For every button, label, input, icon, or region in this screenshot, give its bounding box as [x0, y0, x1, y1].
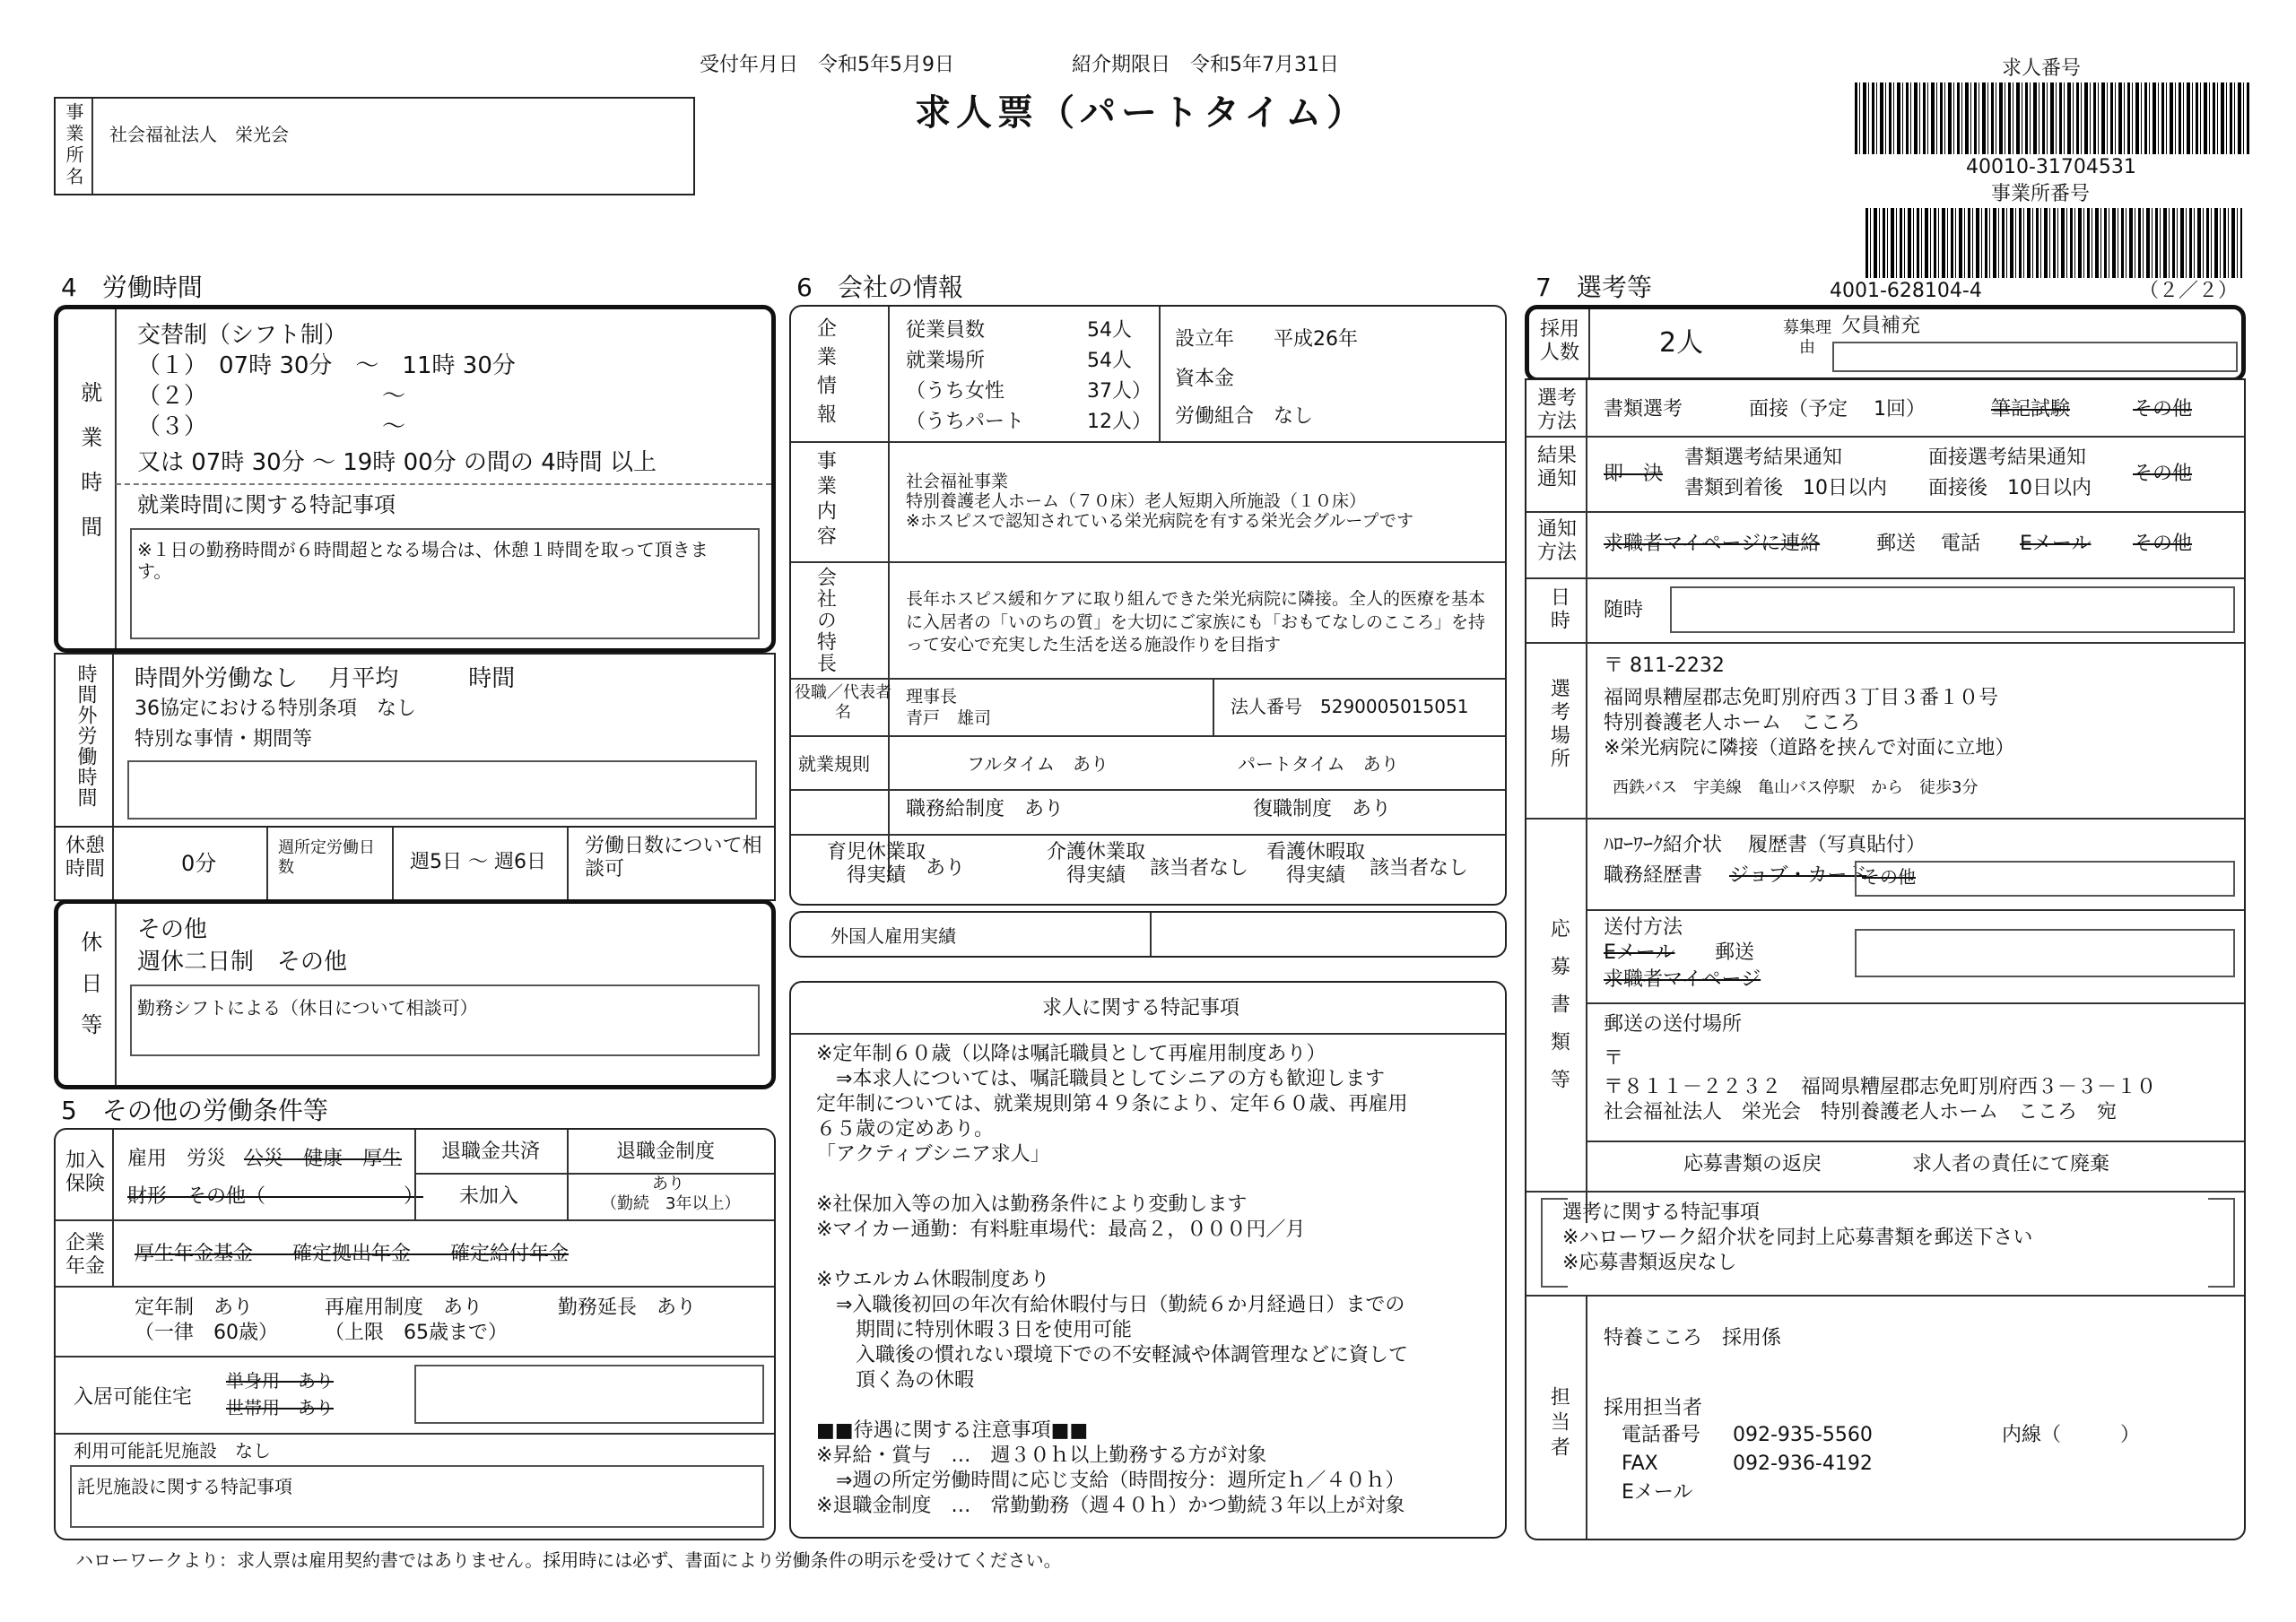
overtime-frame — [127, 760, 757, 820]
notify-email: Eメール — [2020, 533, 2092, 555]
insurance-row1-active: 雇用 労災 — [127, 1148, 227, 1170]
work-hours-note-title: 就業時間に関する特記事項 — [137, 492, 396, 517]
site-employees-value: 54人 — [1087, 350, 1132, 372]
corporate-number: 法人番号 5290005015051 — [1231, 696, 1469, 717]
section7-title: 7 選考等 — [1535, 273, 1652, 302]
work-hours-box — [54, 305, 776, 653]
special-note-line: ⇒週の所定労働時間に応じ支給（時間按分：週所定ｈ／４０ｈ） — [816, 1470, 1405, 1492]
retire-mutual-value: 未加入 — [459, 1185, 519, 1208]
break-value: 0分 — [181, 851, 217, 876]
footer-note: ハローワークより：求人票は雇用契約書ではありません。採用時には必ず、書面により労働条件の明示を受けてください。 — [75, 1549, 1062, 1571]
part-label: （うちパート — [906, 411, 1025, 433]
extension-label: 内線（ ） — [2002, 1424, 2141, 1446]
shift-type: 交替制（シフト制） — [137, 322, 348, 349]
holiday-note: 勤務シフトによる（休日について相談可） — [137, 997, 478, 1019]
housing-family: 世帯用 あり — [226, 1397, 334, 1418]
overtime-3: 特別な事情・期間等 — [135, 728, 313, 750]
result-document: 書類選考結果通知 — [1684, 447, 1843, 469]
method-written: 筆記試験 — [1991, 398, 2071, 421]
feature-label: 会社の特長 — [813, 567, 837, 674]
carer-leave-label: 介護休業取得実績 — [1047, 841, 1146, 888]
special-note-line: ※定年制６０歳（以降は嘱託職員として再雇用制度あり） — [816, 1043, 1326, 1065]
women-value: 37人） — [1087, 380, 1152, 403]
result-immediate: 即 決 — [1604, 463, 1664, 485]
special-notes-box — [789, 981, 1507, 1539]
referral-deadline: 紹介期限日 令和5年7月31日 — [1072, 54, 1339, 76]
special-note-line: 頂く為の休暇 — [816, 1369, 975, 1392]
weekly-days-label: 週所定労働日数 — [278, 838, 375, 877]
company-info-box — [789, 305, 1507, 906]
holiday-1: その他 — [137, 916, 208, 943]
notify-phone: 電話 — [1941, 533, 1981, 555]
pension-label: 企業年金 — [65, 1232, 105, 1279]
office-name: 社会福祉法人 栄光会 — [109, 124, 289, 145]
reception-date: 受付年月日 令和5年5月9日 — [700, 54, 954, 76]
nursing-leave-label: 看護休暇取得実績 — [1266, 841, 1366, 888]
send-method-title: 送付方法 — [1604, 916, 1683, 939]
special-note-line: 定年制については、就業規則第４９条により、定年６０歳、再雇用 — [816, 1093, 1408, 1115]
foreign-hire-label: 外国人雇用実績 — [831, 925, 956, 947]
special-note-line: ⇒入職後初回の年次有給休暇付与日（勤続６か月経過日）までの — [816, 1294, 1405, 1316]
special-note-line: ※ウエルカム休暇制度あり — [816, 1269, 1050, 1291]
special-note-line: ６５歳の定めあり。 — [816, 1118, 995, 1141]
corp-info-label: 企業情報 — [813, 317, 837, 432]
contact-label: 担当者 — [1547, 1386, 1570, 1462]
tel-label: 電話番号 — [1622, 1424, 1701, 1446]
mail-destination-title: 郵送の送付場所 — [1604, 1013, 1743, 1036]
retire-system-value: あり — [652, 1175, 684, 1193]
mail-destination-address-1: 〒８１１－２２３２ 福岡県糟屋郡志免町別府西３－３－１０ — [1604, 1076, 2157, 1098]
office-number-barcode — [1866, 208, 2242, 278]
recruit-reason-frame — [1832, 342, 2238, 372]
selection-note-title: 選考に関する特記事項 — [1562, 1201, 1761, 1224]
send-frame — [1855, 929, 2235, 977]
reinstatement-system: 復職制度 あり — [1253, 798, 1392, 820]
place-access: 西鉄バス 宇美線 亀山バス停駅 から 徒歩3分 — [1613, 778, 1979, 797]
rules-parttime: パートタイム あり — [1238, 753, 1399, 775]
pension-value: 厚生年金基金 確定拠出年金 確定給付年金 — [135, 1243, 570, 1265]
special-note-line: 「アクティブシニア求人」 — [816, 1143, 1050, 1166]
employees-value: 54人 — [1087, 319, 1132, 342]
shift-2: （２） ～ — [137, 383, 406, 410]
labor-union: 労働組合 なし — [1175, 405, 1314, 428]
selection-place-label: 選考場所 — [1547, 678, 1570, 771]
business-1: 社会福祉事業 — [906, 472, 1009, 491]
childcare-leave-value: あり — [926, 857, 966, 880]
selection-note-bracket-right — [2208, 1198, 2235, 1288]
part-value: 12人） — [1087, 411, 1152, 433]
work-extension: 勤務延長 あり — [558, 1297, 697, 1319]
special-notes-title: 求人に関する特記事項 — [1042, 997, 1240, 1019]
representative-label: 役職／代表者名 — [795, 683, 891, 722]
housing-label: 入居可能住宅 — [74, 1386, 193, 1409]
tel-value: 092-935-5560 — [1733, 1424, 1873, 1446]
date-label: 日時 — [1547, 586, 1570, 633]
representative-title: 理事長 — [906, 687, 958, 707]
special-note-line — [816, 1243, 1498, 1268]
special-note-line — [816, 1167, 1498, 1193]
overtime-2: 36協定における特別条項 なし — [135, 698, 416, 720]
insurance-row1-struck: 公災 健康 厚生 — [244, 1148, 403, 1170]
docs-job-card: ジョブ・カード — [1729, 864, 1867, 887]
weekly-days-value: 週5日 ～ 週6日 — [410, 851, 546, 873]
business-2: 特別養護老人ホーム（７０床）老人短期入所施設（１０床） — [906, 491, 1367, 511]
holiday-note-frame — [130, 984, 760, 1056]
rules-label: 就業規則 — [798, 753, 870, 775]
hire-count-value: 2人 — [1659, 327, 1704, 359]
place-zip: 〒 811-2232 — [1604, 655, 1725, 677]
special-note-line — [816, 1393, 1498, 1418]
method-other: その他 — [2133, 398, 2193, 421]
retire-system-label: 退職金制度 — [616, 1141, 716, 1163]
weekly-days-note: 労働日数について相談可 — [585, 835, 762, 881]
rehire-system: 再雇用制度 あり — [325, 1297, 483, 1319]
housing-frame — [414, 1365, 764, 1424]
office-name-label: 事業所名 — [63, 102, 84, 188]
retire-system-years: （勤続 3年以上） — [601, 1194, 741, 1213]
special-note-line: 期間に特別休暇３日を使用可能 — [816, 1319, 1133, 1341]
fax-value: 092-936-4192 — [1733, 1453, 1873, 1475]
special-note-line: ⇒本求人については、嘱託職員としてシニアの方も歓迎します — [816, 1068, 1385, 1090]
mandatory-retirement: 定年制 あり — [135, 1297, 254, 1319]
job-number: 40010-31704531 — [1966, 156, 2136, 178]
docs-return-value: 求人者の責任にて廃棄 — [1912, 1153, 2110, 1175]
work-hours-label: 就業時間 — [76, 381, 102, 560]
mail-destination-address-2: 社会福祉法人 栄光会 特別養護老人ホーム こころ 宛 — [1604, 1101, 2118, 1123]
mail-destination-zip: 〒 — [1604, 1047, 1624, 1070]
application-docs-label: 応募書類等 — [1547, 918, 1570, 1106]
rules-fulltime: フルタイム あり — [967, 753, 1109, 775]
method-interview: 面接（予定 1回） — [1749, 398, 1926, 421]
notify-mail: 郵送 — [1876, 533, 1917, 555]
place-address-3: ※栄光病院に隣接（道路を挟んで対面に立地） — [1604, 737, 2015, 759]
page-number: （２／２） — [2139, 280, 2239, 302]
place-address-1: 福岡県糟屋郡志免町別府西３丁目３番１０号 — [1604, 687, 1999, 709]
contact-department: 特養こころ 採用係 — [1604, 1327, 1782, 1349]
mandatory-retirement-age: （一律 60歳） — [135, 1322, 278, 1344]
date-frame — [1670, 586, 2235, 633]
employees-label: 従業員数 — [906, 319, 986, 342]
special-notes-list — [816, 1042, 1498, 1519]
childcare-leave-label: 育児休業取得実績 — [827, 841, 926, 888]
send-email: Eメール — [1604, 941, 1675, 964]
women-label: （うち女性 — [906, 380, 1005, 403]
overtime-label: 時間外労働時間 — [74, 664, 97, 808]
holiday-label: 休日等 — [76, 931, 102, 1054]
result-other: その他 — [2133, 463, 2193, 485]
email-label: Eメール — [1622, 1481, 1693, 1504]
nursing-leave-value: 該当者なし — [1370, 857, 1469, 880]
office-number: 4001-628104-4 — [1830, 280, 1982, 302]
docs-career-sheet: 職務経歴書 — [1604, 864, 1703, 887]
section4-title: 4 労働時間 — [61, 273, 203, 302]
docs-line-1: ﾊﾛｰﾜｰｸ紹介状 履歴書（写真貼付） — [1604, 834, 1926, 856]
hire-count-box — [1525, 305, 2246, 382]
childcare: 利用可能託児施設 なし — [74, 1440, 271, 1462]
special-note-line: ※マイカー通勤：有料駐車場代：最高２，０００円／月 — [816, 1219, 1306, 1241]
work-hours-note: ※１日の勤務時間が６時間超となる場合は、休憩１時間を取って頂きます。 — [137, 539, 709, 582]
result-notify-label: 結果通知 — [1536, 445, 1577, 491]
docs-other: その他 — [1862, 866, 1916, 888]
retire-mutual-label: 退職金共済 — [441, 1141, 541, 1163]
business-label: 事業内容 — [813, 450, 837, 551]
feature-text: 長年ホスピス緩和ケアに取り組んできた栄光病院に隣接。全人的医療を基本に入居者の「いのちの質」を大切にご家族にも「おもてなしのこころ」を持って安心で充実した生活を送る施設作りを目指す — [906, 589, 1486, 655]
result-interview-timing: 面接後 10日以内 — [1928, 477, 2092, 499]
hire-count-label: 採用人数 — [1539, 318, 1579, 365]
selection-note-2: ※応募書類返戻なし — [1562, 1252, 1737, 1274]
founded-year: 設立年 平成26年 — [1175, 328, 1358, 351]
insurance-label: 加入保険 — [65, 1149, 105, 1196]
notify-method-label: 通知方法 — [1536, 518, 1577, 565]
business-3: ※ホスピスで認知されている栄光病院を有する栄光会グループです — [906, 511, 1413, 531]
special-note-line: ※昇給・賞与 … 週３０ｈ以上勤務する方が対象 — [816, 1444, 1267, 1467]
overtime-box — [54, 653, 776, 828]
childcare-note: 託児施設に関する特記事項 — [77, 1476, 292, 1497]
shift-or-range: 又は 07時 30分 ～ 19時 00分 の間の 4時間 以上 — [137, 449, 657, 476]
holiday-box — [54, 899, 776, 1089]
other-conditions-box — [54, 1128, 776, 1540]
section6-title: 6 会社の情報 — [796, 273, 963, 302]
result-interview: 面接選考結果通知 — [1928, 447, 2087, 469]
foreign-hire-box — [789, 911, 1507, 958]
duty-pay-system: 職務給制度 あり — [906, 798, 1065, 820]
send-mypage: 求職者マイページ — [1604, 968, 1761, 991]
contact-person: 採用担当者 — [1604, 1397, 1703, 1419]
selection-box — [1525, 378, 2246, 1540]
holiday-2: 週休二日制 その他 — [137, 949, 348, 976]
break-box — [54, 826, 776, 901]
break-label: 休憩時間 — [65, 835, 105, 881]
special-note-line: ■■待遇に関する注意事項■■ — [816, 1419, 1089, 1442]
place-address-2: 特別養護老人ホーム こころ — [1604, 712, 1861, 734]
recruit-reason-label: 募集理由 — [1783, 318, 1831, 357]
representative-name: 青戸 雄司 — [906, 708, 992, 728]
fax-label: FAX — [1622, 1453, 1658, 1475]
special-note-line: 入職後の慣れない環境下での不安軽減や体調管理などに資して — [816, 1344, 1409, 1366]
site-employees-label: 就業場所 — [906, 350, 986, 372]
insurance-row2: 財形 その他（ ） — [127, 1185, 424, 1208]
date-value: 随時 — [1604, 599, 1644, 621]
special-note-line: ※退職金制度 … 常勤勤務（週４０ｈ）かつ勤続３年以上が対象 — [816, 1495, 1405, 1517]
shift-3: （３） ～ — [137, 413, 406, 440]
notify-other: その他 — [2133, 533, 2193, 555]
capital: 資本金 — [1175, 368, 1235, 390]
rehire-limit: （上限 65歳まで） — [325, 1322, 508, 1344]
shift-1: （１） 07時 30分 ～ 11時 30分 — [137, 352, 516, 379]
housing-single: 単身用 あり — [226, 1370, 334, 1392]
page-title: 求人票（パートタイム） — [915, 92, 1369, 134]
section5-title: 5 その他の労働条件等 — [61, 1096, 328, 1125]
special-note-line: ※社保加入等の加入は勤務条件により変動します — [816, 1193, 1248, 1216]
office-name-box — [54, 97, 695, 195]
recruit-reason-value: 欠員補充 — [1841, 315, 1921, 337]
job-number-barcode — [1855, 82, 2249, 154]
selection-method-label: 選考方法 — [1536, 387, 1577, 434]
send-mail: 郵送 — [1715, 941, 1755, 964]
office-number-label: 事業所番号 — [1991, 183, 2091, 205]
overtime-1: 時間外労働なし 月平均 時間 — [135, 665, 516, 692]
docs-return-label: 応募書類の返戻 — [1683, 1153, 1822, 1175]
selection-note-1: ※ハローワーク紹介状を同封上応募書類を郵送下さい — [1562, 1227, 2033, 1249]
carer-leave-value: 該当者なし — [1150, 857, 1249, 880]
method-document: 書類選考 — [1604, 398, 1683, 421]
job-number-label: 求人番号 — [2002, 57, 2082, 80]
result-document-timing: 書類到着後 10日以内 — [1684, 477, 1887, 499]
notify-mypage: 求職者マイページに連絡 — [1604, 533, 1821, 555]
